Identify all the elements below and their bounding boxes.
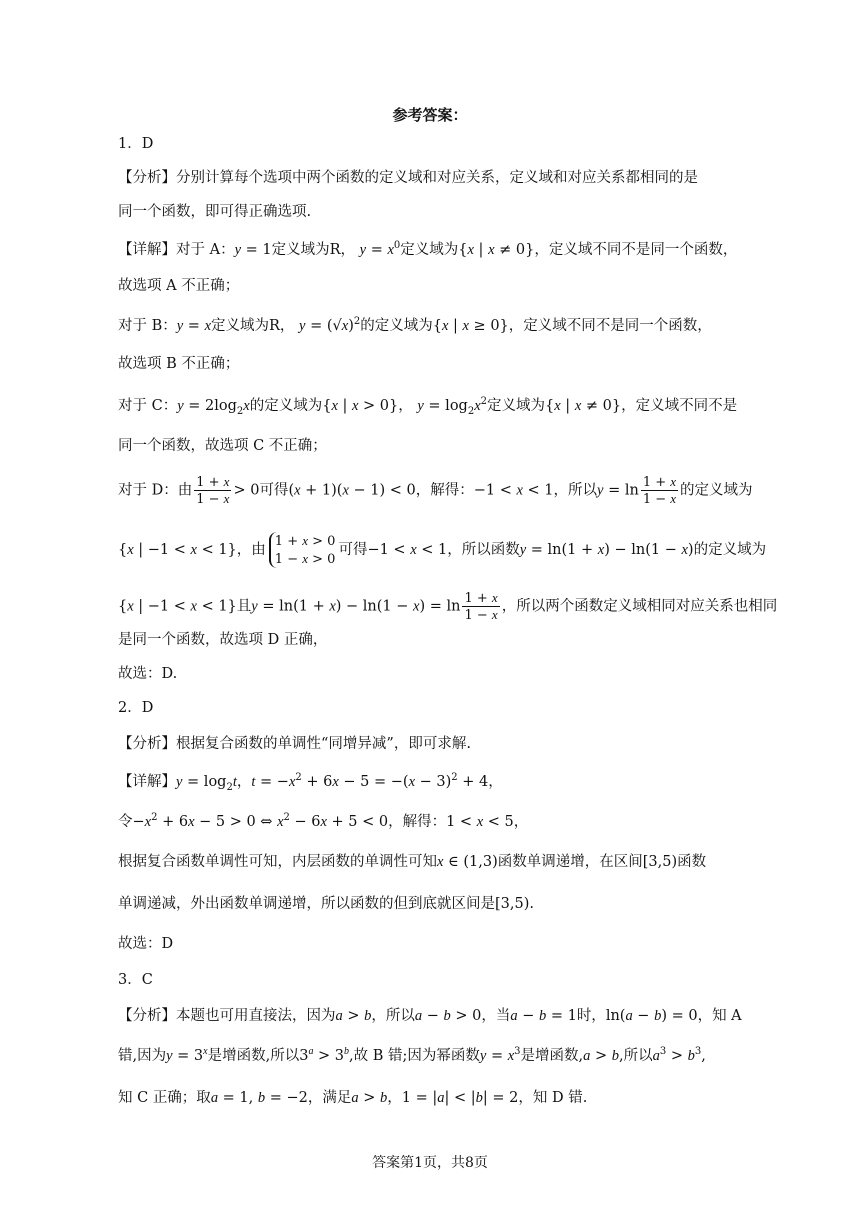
q3-number: 3．C — [118, 972, 153, 988]
q1-analysis: 【分析】分别计算每个选项中两个函数的定义域和对应关系，定义域和对应关系都相同的是 — [118, 170, 698, 186]
q1-option-b-result: 故选项 B 不正确； — [118, 356, 240, 372]
q1-option-d-result: 是同一个函数，故选项 D 正确， — [118, 632, 328, 648]
q2-detail-line4: 单调递减，外出函数单调递增，所以函数的但到底就区间是[3,5). — [118, 896, 534, 912]
q1-option-d-line2: {x | −1 < x < 1}，由 1 + x > 0 1 − x > 0 可得−1 < x < 1，所以函数y = ln(1 + x) − ln(1 − x)的定义域为 — [118, 533, 767, 567]
q1-option-b-line: 对于 B：y = x定义域为R， $y = (√x)^2$的定义域为{x | x ≥ 0}，定义域不同不是同一个函数， — [118, 316, 712, 334]
detail-label: 【详解】 — [118, 242, 176, 258]
q2-detail-line1: 【详解】$y = \log_2t$，$t = -x^2 + 6x - 5 = -(x - 3)^2 + 4$， — [118, 772, 503, 793]
q3-line1: 【分析】本题也可用直接法，因为a > b，所以a − b > 0，当a − b = 1时，ln(a − b) = 0，知 A — [118, 1008, 742, 1024]
q1-option-a-line: 【详解】对于 A：y = 1定义域为R， $y = x^0$定义域为{x | x ≠ 0}，定义域不同不是同一个函数， — [118, 240, 738, 258]
q2-analysis: 【分析】根据复合函数的单调性“同增异减”，即可求解. — [118, 736, 471, 752]
q3-line2: 错,因为$y = 3^x$是增函数,所以$3^a > 3^b$,故 B 错;因为幂函数$y = x^3$是增函数,a > b,所以$a^3 > b^3$, — [118, 1046, 706, 1064]
page-title: 参考答案： — [392, 106, 468, 124]
q2-number: 2．D — [118, 700, 154, 716]
q1-number: 1．D — [118, 136, 154, 152]
detail-label: 【详解】 — [118, 774, 176, 790]
q2-detail-line2: 令$-x^2 + 6x - 5 > 0$ ⇔ $x^2 - 6x + 5 < 0$，解得：1 < x < 5， — [118, 812, 529, 830]
q1-analysis-cont: 同一个函数，即可得正确选项. — [118, 204, 312, 220]
page-footer: 答案第1页，共8页 — [372, 1155, 488, 1171]
q1-option-c-result: 同一个函数，故选项 C 不正确； — [118, 438, 327, 454]
q1-option-d-line1: 对于 D：由 $\frac{1 + x}{1 - x}$ > 0可得(x + 1)(x − 1) < 0，解得：−1 < x < 1，所以y = ln $\frac{1 + x}{1 - x}$ 的定义域为 — [118, 474, 753, 507]
q1-option-a-result: 故选项 A 不正确； — [118, 278, 240, 294]
q1-choice: 故选：D. — [118, 666, 178, 682]
q1-option-c-line: 对于 C：$y = 2\log_2x$的定义域为{x | x > 0}， $y = \log_2x^2$定义域为{x | x ≠ 0}，定义域不同不是 — [118, 396, 738, 417]
q3-line3: 知 C 正确；取a = 1, b = −2，满足a > b，1 = |a| < |b| = 2，知 D 错. — [118, 1090, 588, 1106]
q2-detail-line3: 根据复合函数单调性可知，内层函数的单调性可知x ∈ (1,3)函数单调递增，在区间[3,5)函数 — [118, 854, 707, 870]
q1-option-d-line3: {x | −1 < x < 1}且y = ln(1 + x) − ln(1 − x) = ln $\frac{1 + x}{1 - x}$ ，所以两个函数定义域相同对应关系也相同 — [118, 590, 778, 623]
q2-choice: 故选：D — [118, 936, 174, 952]
